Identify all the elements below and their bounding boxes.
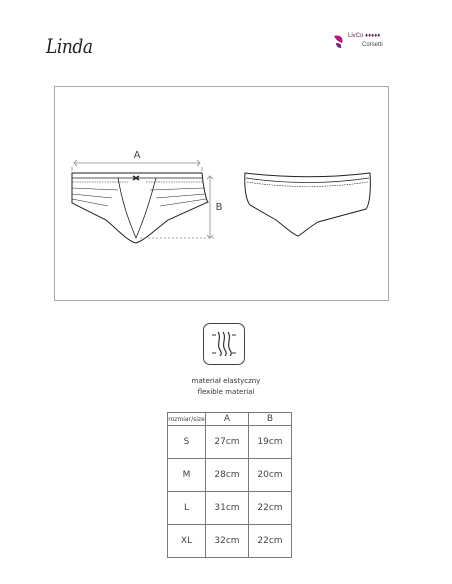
- size-table-header: [168, 413, 292, 426]
- table-row: [168, 459, 292, 492]
- dimension-label-a: A: [133, 150, 141, 161]
- header-a: A: [206, 413, 249, 426]
- material-label-pl: materiał elastyczny: [191, 377, 261, 385]
- product-title: Linda: [46, 34, 93, 58]
- back-view-drawing: [245, 173, 371, 236]
- measure-b-cell: 19cm: [249, 426, 292, 459]
- stretch-fabric-icon: [203, 323, 245, 365]
- front-view-drawing: [72, 173, 208, 243]
- size-cell: XL: [168, 525, 206, 558]
- table-row: [168, 525, 292, 558]
- size-cell: M: [168, 459, 206, 492]
- table-row: [168, 426, 292, 459]
- measure-b-cell: 22cm: [249, 525, 292, 558]
- size-cell: L: [168, 492, 206, 525]
- measure-b-cell: 22cm: [249, 492, 292, 525]
- measure-a-cell: 31cm: [206, 492, 249, 525]
- dimension-label-b: B: [215, 202, 223, 213]
- material-label-en: flexible material: [197, 388, 255, 396]
- measure-b-cell: 20cm: [249, 459, 292, 492]
- header-b: B: [249, 413, 292, 426]
- measure-a-cell: 28cm: [206, 459, 249, 492]
- size-cell: S: [168, 426, 206, 459]
- brand-name-line1: LivCo ♦♦♦♦♦: [348, 33, 381, 39]
- brand-name-line2: Corsetti: [362, 42, 383, 48]
- measure-a-cell: 32cm: [206, 525, 249, 558]
- dimension-lines: [72, 160, 215, 238]
- table-row: [168, 492, 292, 525]
- measure-a-cell: 27cm: [206, 426, 249, 459]
- size-table: [167, 412, 292, 558]
- header-size: rozmiar/size: [168, 413, 206, 426]
